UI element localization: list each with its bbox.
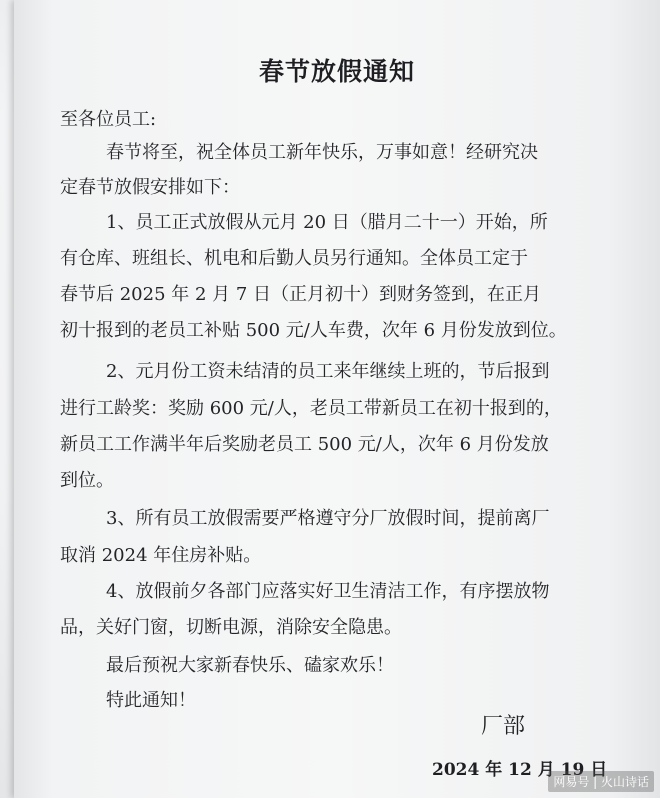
body-line: 春节后 2025 年 2 月 7 日（正月初十）到财务签到，在正月 bbox=[60, 284, 542, 305]
body-line: 进行工龄奖：奖励 600 元/人，老员工带新员工在初十报到的， bbox=[60, 398, 562, 419]
body-line: 取消 2024 年住房补贴。 bbox=[60, 545, 262, 566]
body-line: 4、放假前夕各部门应落实好卫生清洁工作，有序摆放物 bbox=[106, 581, 550, 602]
body-line: 3、所有员工放假需要严格遵守分厂放假时间，提前离厂 bbox=[106, 508, 550, 529]
body-line: 2、元月份工资未结清的员工来年继续上班的，节后报到 bbox=[106, 361, 550, 382]
body-line: 1、员工正式放假从元月 20 日（腊月二十一）开始，所 bbox=[106, 212, 548, 233]
body-line: 新员工工作满半年后奖励老员工 500 元/人，次年 6 月份发放 bbox=[60, 434, 549, 455]
body-line: 初十报到的老员工补贴 500 元/人车费，次年 6 月份发放到位。 bbox=[60, 320, 567, 341]
body-line: 春节将至，祝全体员工新年快乐，万事如意！经研究决 bbox=[106, 142, 538, 163]
salutation: 至各位员工: bbox=[60, 109, 157, 130]
signature: 厂部 bbox=[481, 714, 526, 739]
body-line: 品，关好门窗，切断电源，消除安全隐患。 bbox=[60, 617, 402, 638]
closing-line: 特此通知！ bbox=[106, 690, 196, 711]
body-line: 到位。 bbox=[60, 470, 114, 491]
notice-date: 2024 年 12 月 19 日 bbox=[432, 760, 608, 780]
body-line: 有仓库、班组长、机电和后勤人员另行通知。全体员工定于 bbox=[60, 248, 528, 269]
closing-line: 最后预祝大家新春快乐、磕家欢乐！ bbox=[106, 655, 394, 676]
body-line: 定春节放假安排如下： bbox=[60, 177, 240, 198]
notice-title: 春节放假通知 bbox=[258, 57, 415, 86]
watermark: 网易号 | 火山诗话 bbox=[548, 771, 654, 792]
notice-paper bbox=[14, 0, 660, 798]
